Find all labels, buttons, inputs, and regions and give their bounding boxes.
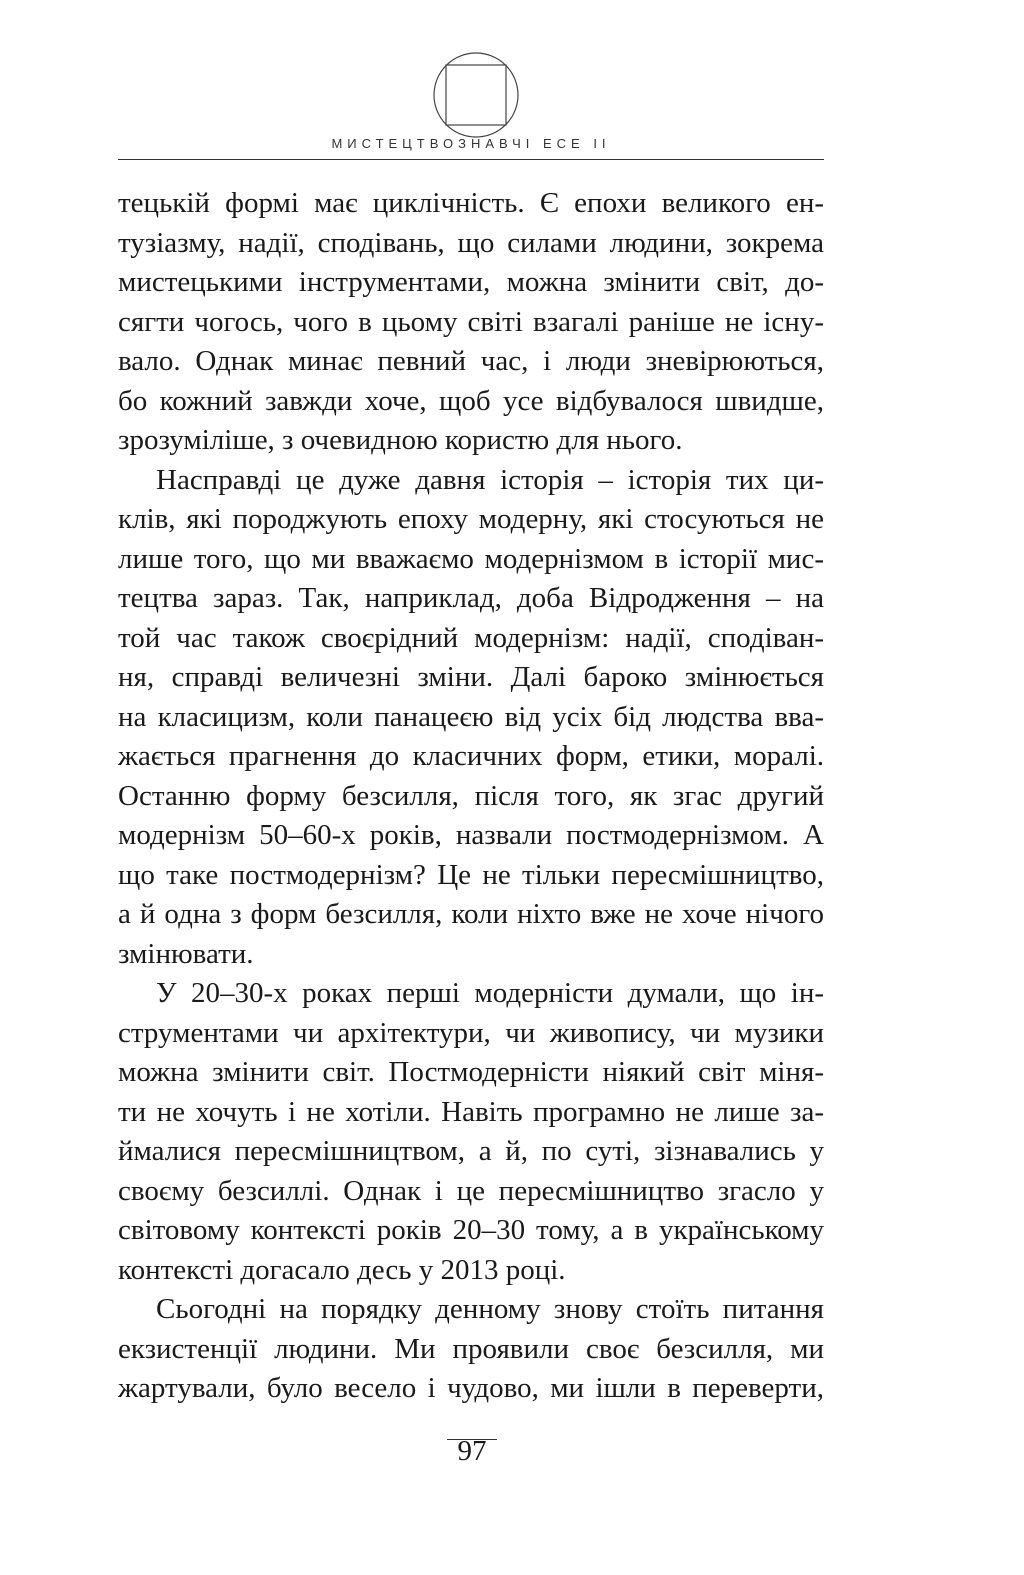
text-line: своєму безсиллі. Однак і це пересмішництво згасло у — [118, 1174, 824, 1207]
text-line: світовому контексті років 20–30 тому, а в українському — [118, 1214, 824, 1246]
text-line: Останню форму безсилля, після того, як згас другий — [118, 779, 824, 812]
text-line: вало. Однак минає певний час, і люди зневірюються, — [118, 345, 824, 377]
text-line: на класицизм, коли панацеєю від усіх бід людства вва- — [118, 700, 824, 733]
text-line: екзистенції людини. Ми проявили своє безсилля, ми — [118, 1332, 824, 1365]
text-line: жартували, було весело і чудово, ми ішли в переверти, — [118, 1372, 824, 1404]
text-line: струментами чи архітектури, чи живопису, чи музики — [118, 1016, 824, 1049]
text-line: У 20–30-х роках перші модерністи думали, що ін- — [156, 977, 824, 1009]
text-line: Насправді це дуже давня історія – історія тих ци- — [156, 463, 824, 496]
text-line: можна змінити світ. Постмодерністи ніякий світ міня- — [118, 1056, 824, 1088]
text-line: мистецькими інструментами, можна змінити світ, до- — [118, 266, 824, 298]
circle-square-emblem-icon — [431, 50, 521, 140]
text-line: тецтва зараз. Так, наприклад, доба Відродження – на — [118, 582, 824, 614]
text-line: клів, які породжують епоху модерну, які стосуються не — [118, 503, 824, 535]
text-line: бо кожний завжди хоче, щоб усе відбувалося швидше, — [118, 384, 824, 417]
text-line: а й одна з форм безсилля, коли ніхто вже не хоче нічого — [118, 898, 824, 930]
header-divider — [118, 159, 824, 160]
text-line: тецькій формі має циклічність. Є епохи великого ен- — [118, 187, 824, 219]
text-line: Сьогодні на порядку денному знову стоїть питання — [156, 1293, 824, 1325]
text-line: тузіазму, надії, сподівань, що силами людини, зокрема — [118, 226, 824, 259]
text-line: ня, справді величезні зміни. Далі бароко змінюється — [118, 661, 824, 693]
text-line: сягти чогось, чого в цьому світі взагалі раніше не існу- — [118, 305, 824, 338]
text-line: зрозуміліше, з очевидною користю для нього. — [118, 424, 683, 456]
text-line: ймалися пересмішництвом, а й, по суті, зізнавались у — [118, 1135, 824, 1167]
running-header: МИСТЕЦТВОЗНАВЧІ ЕСЕ II — [331, 136, 611, 151]
text-line: той час також своєрідний модернізм: надії, сподіван- — [118, 621, 824, 654]
text-line: жається прагнення до класичних форм, етики, моралі. — [118, 740, 824, 772]
text-line: що таке постмодернізм? Це не тільки пересмішництво, — [118, 858, 824, 891]
text-line: змінювати. — [118, 937, 254, 970]
text-line: модернізм 50–60-х років, назвали постмодернізмом. А — [118, 819, 824, 851]
text-line: ти не хочуть і не хотіли. Навіть програмно не лише за- — [118, 1095, 824, 1128]
page-number: 97 — [457, 1435, 487, 1467]
text-line: лише того, що ми вважаємо модернізмом в історії мис- — [118, 542, 824, 575]
text-line: контексті догасало десь у 2013 році. — [118, 1253, 566, 1286]
body-text — [118, 184, 824, 1409]
